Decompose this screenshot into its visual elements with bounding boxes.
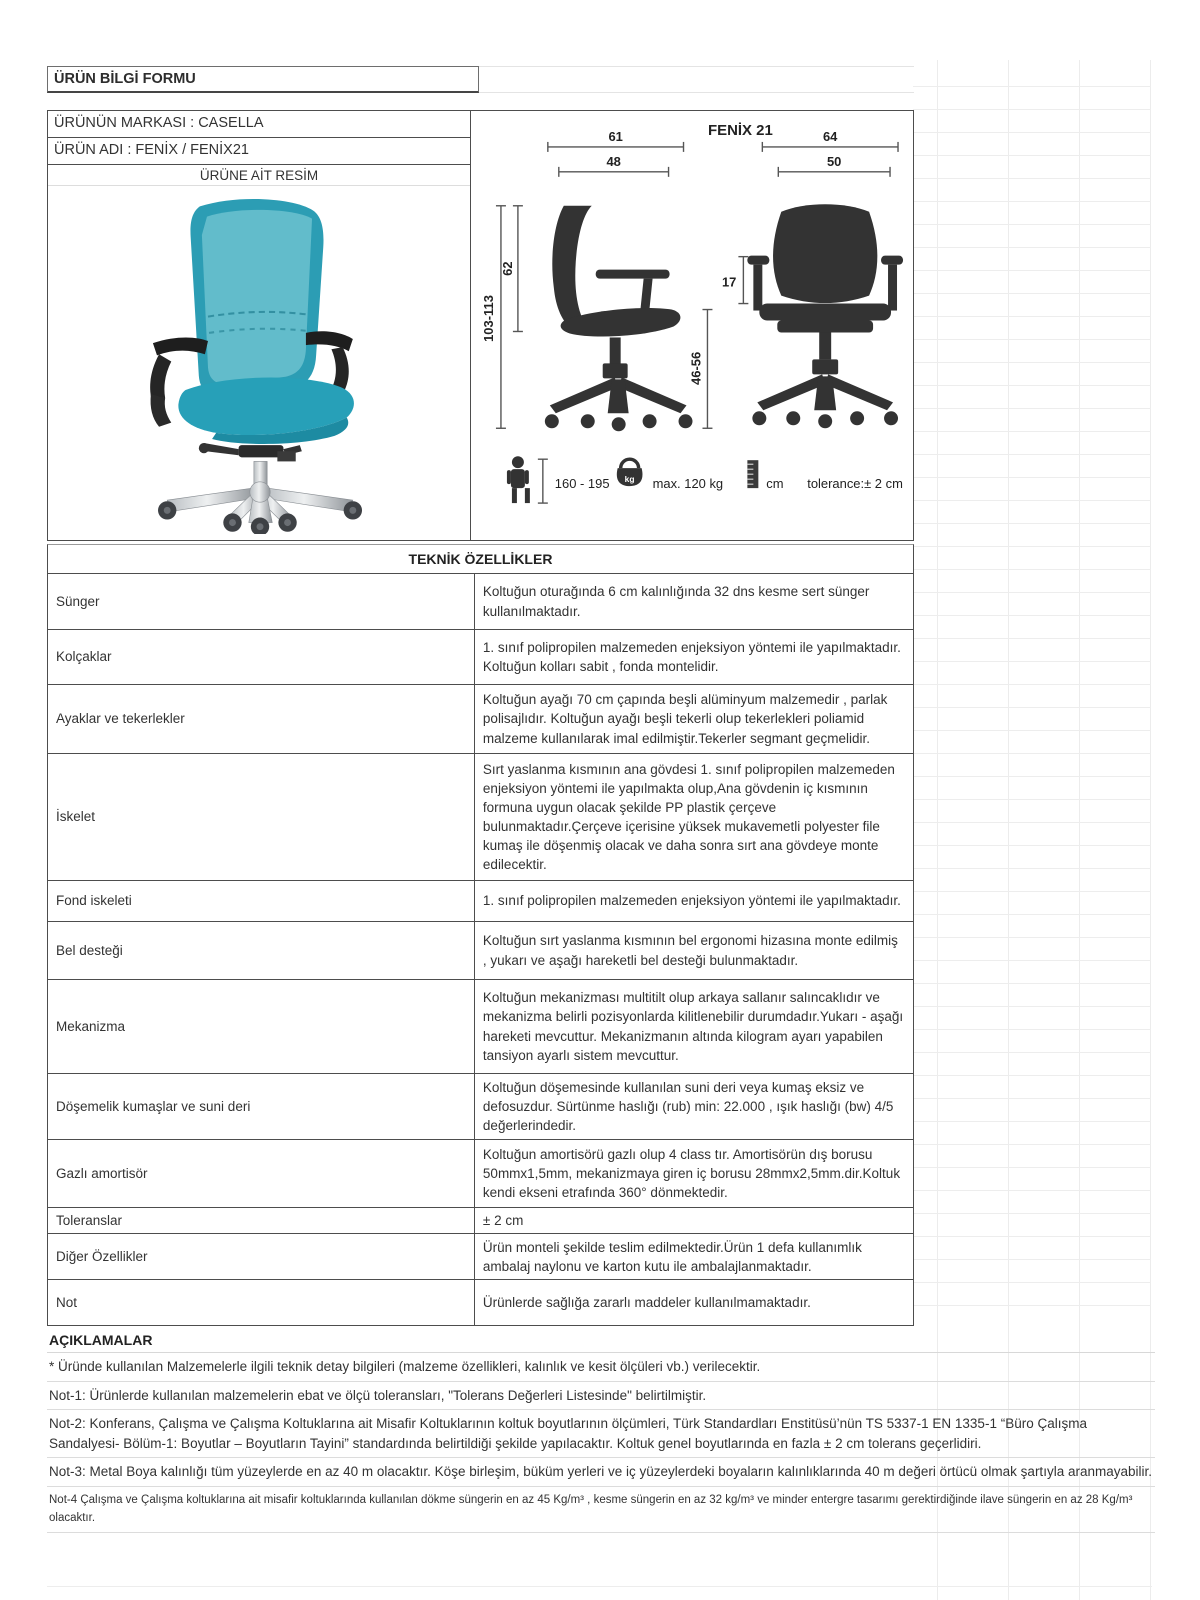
chair-mesh [202,210,312,384]
spec-value: Ürünlerde sağlığa zararlı maddeler kullanılmamaktadır. [474,1280,913,1326]
notes-header: AÇIKLAMALAR [47,1330,1155,1353]
spec-row [48,1074,914,1140]
chair-photo [106,194,412,534]
grid-rows [913,64,1151,1318]
spec-value: Koltuğun mekanizması multitilt olup arkaya sallanır salıncaklıdır ve mekanizma belirli pozisyonlarda kilitlenebilir durumdadır.Yukarı - aşağı hareketi mevcuttur. Mekanizmanın altında kilogram ayarı yapabilen tansiyon ayarlı sistem mevcuttur. [474,980,913,1074]
spec-label: Toleranslar [48,1208,475,1234]
spec-label: Sünger [48,574,475,630]
spec-label: Ayaklar ve tekerlekler [48,685,475,754]
spec-row [48,754,914,881]
note-item: Not-4 Çalışma ve Çalışma koltuklarına ait misafir koltuklarında kullanılan dökme süngerin en az 45 Kg/m³ , kesme süngerin en az 32 kg/m³ ve minder entergre tasarımı gerektirdiğinde ilave süngerin en az 28 Kg/m³ olacaktır. [47,1487,1155,1533]
spec-row [48,1208,914,1234]
note-item: Not-3: Metal Boya kalınlığı tüm yüzeylerde en az 40 m olacaktır. Köşe birleşim, büküm yerleri ve iç yüzeylerdeki boyaların kalınlıklarında 40 m değeri örtücü olmak şartıyla aranmayabilir. [47,1458,1155,1487]
unit-label: cm [766,476,784,492]
spec-value: Koltuğun oturağında 6 cm kalınlığında 32 dns kesme sert sünger kullanılmaktadır. [474,574,913,630]
grid-rows [47,1562,1152,1600]
grid-line [479,92,914,93]
dim-seat-depth: 48 [606,153,621,169]
dim-overall-width: 64 [822,128,838,144]
spec-row [48,1234,914,1280]
person-icon [507,456,530,503]
spec-row [48,685,914,754]
max-weight-label: max. 120 kg [652,476,724,492]
dim-back-height: 62 [499,261,515,276]
notes-list [47,1353,1155,1533]
spec-value: Ürün monteli şekilde teslim edilmektedir.Ürün 1 defa kullanımlık ambalaj naylonu ve karton kutu ile ambalajlanmaktadır. [474,1234,913,1280]
spec-value: Koltuğun döşemesinde kullanılan suni deri veya kumaş eksiz ve defosuzdur. Sürtünme haslığı (rub) min: 22.000 , ışık haslığı (bw) 4/5 değerlerindedir. [474,1074,913,1140]
spec-label: İskelet [48,754,475,881]
spec-value: Koltuğun amortisörü gazlı olup 4 class tır. Amortisörün dış borusu 50mmx1,5mm, mekanizmaya giren iç borusu 28mmx2,5mm.dir.Koltuk kendi ekseni etrafında 360° dönmektedir. [474,1140,913,1208]
product-name-cell: ÜRÜN ADI : FENİX / FENİX21 [48,138,470,165]
page-title: ÜRÜN BİLGİ FORMU [47,66,479,93]
spec-row [48,574,914,630]
dim-back-width: 61 [608,128,623,144]
spec-row [48,1140,914,1208]
dim-seat-width: 50 [826,153,842,169]
product-photo-area [48,186,470,541]
drawing-title: FENİX 21 [707,121,773,139]
spec-table-body [48,574,914,1326]
dim-seat-height: 46-56 [688,351,704,385]
weight-unit-label: kg [624,474,635,485]
note-item: Not-1: Ürünlerde kullanılan malzemelerin ebat ve ölçü toleransları, "Tolerans Değerleri Listesinde" belirtilmiştir. [47,1382,1155,1411]
spec-value: Koltuğun ayağı 70 cm çapında beşli alüminyum malzemedir , parlak polisajlıdır. Koltuğun ayağı beşli tekerli olup tekerlekleri poliamid malzeme kullanılarak imal edilmiştir.Tekerler segmant geçmelidir. [474,685,913,754]
tolerance-label: tolerance:± 2 cm [807,476,903,492]
image-header-cell: ÜRÜNE AİT RESİM [48,165,470,186]
dim-arm-height: 17 [721,274,737,290]
dim-overall-height: 103-113 [480,295,496,342]
spec-value: Koltuğun sırt yaslanma kısmının bel ergonomi hizasına monte edilmiş , yukarı ve aşağı hareketli bel desteği bulunmaktadır. [474,922,913,980]
technical-drawing [471,111,913,540]
spec-row [48,1280,914,1326]
spec-row [48,630,914,685]
side-view-drawing [545,206,693,431]
spec-label: Not [48,1280,475,1326]
spec-label: Mekanizma [48,980,475,1074]
spec-table [47,573,914,1326]
grid-line [479,66,914,67]
spec-label: Kolçaklar [48,630,475,685]
spec-value: 1. sınıf polipropilen malzemeden enjeksiyon yöntemi ile yapılmaktadır. Koltuğun kolları sabit , fonda montelidir. [474,630,913,685]
spec-row [48,922,914,980]
note-item: Not-2: Konferans, Çalışma ve Çalışma Koltuklarına ait Misafir Koltuklarının koltuk boyutlarının ölçümleri, Türk Standardları Enstitüsü’nün TS 5337-1 EN 1335-1 “Büro Çalışma Sandalyesi- Bölüm-1: Boyutlar – Boyutların Tayini” standardında belirtildiği şekilde yapılacaktır. Koltuk genel boyutlarında en fazla ± 2 cm tolerans geçerlidiri. [47,1410,1155,1458]
spec-label: Gazlı amortisör [48,1140,475,1208]
spec-label: Bel desteği [48,922,475,980]
spec-row [48,881,914,922]
spec-row [48,980,914,1074]
spec-value: ± 2 cm [474,1208,913,1234]
ruler-icon [747,460,758,488]
rear-view-drawing [747,204,903,428]
spec-label: Diğer Özellikler [48,1234,475,1280]
product-panel [47,110,471,541]
spec-label: Döşemelik kumaşlar ve suni deri [48,1074,475,1140]
chair-base [167,482,353,523]
note-item: * Üründe kullanılan Malzemelerle ilgili teknik detay bilgileri (malzeme özellikleri, kalınlık ve kesit ölçüleri vb.) verilecektir. [47,1353,1155,1382]
brand-cell: ÜRÜNÜN MARKASI : CASELLA [48,111,470,138]
spec-value: Sırt yaslanma kısmının ana gövdesi 1. sınıf polipropilen malzemeden enjeksiyon yöntemi ile yapılmakta olup,Ana gövdenin iç kısmının formuna uygun olacak şekilde PP plastik çerçeve bulunmaktadır.Çerçeve içerisine yüksek mukavemetli polyester file kumaş ile döşenmiş olacak ve daha sonra sırt ana gövdeye monte edilecektir. [474,754,913,881]
spec-value: 1. sınıf polipropilen malzemeden enjeksiyon yöntemi ile yapılmaktadır. [474,881,913,922]
specs-header: TEKNİK ÖZELLİKLER [47,544,914,574]
person-height-range: 160 - 195 [554,476,610,492]
notes-section [47,1330,1155,1533]
technical-drawing-box [470,110,914,541]
weight-icon [617,459,643,486]
spec-label: Fond iskeleti [48,881,475,922]
